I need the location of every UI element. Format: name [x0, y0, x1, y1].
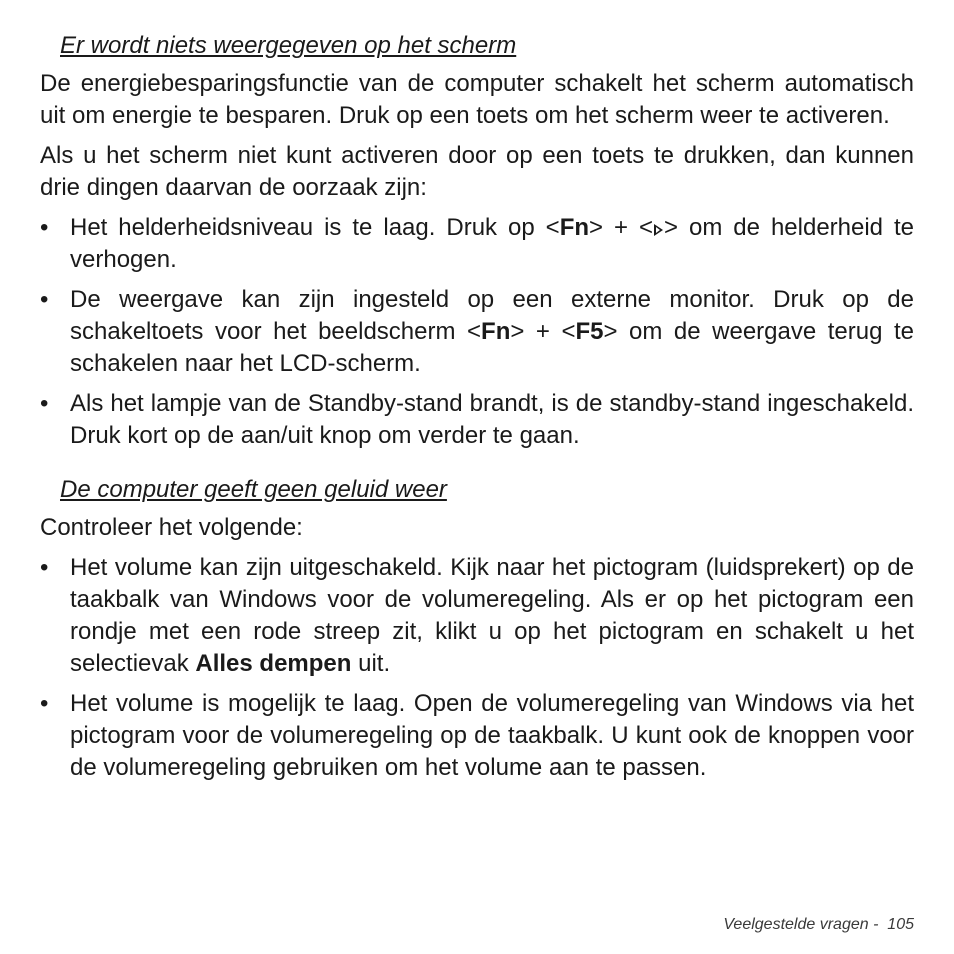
key-label-fn: Fn	[481, 318, 511, 345]
text-run: > + <	[510, 318, 576, 345]
paragraph-energy-saving: De energiebesparingsfunctie van de computer schakelt het scherm automatisch uit om energie te besparen. Druk op een toets om het scherm weer te activeren.	[40, 70, 914, 129]
key-label-f5: F5	[575, 318, 604, 345]
page-number: 105	[887, 916, 914, 933]
bullet-list-sound-causes	[40, 552, 914, 784]
document-page	[40, 30, 914, 792]
bullet-mark: •	[40, 690, 49, 717]
footer-section-title: Veelgestelde vragen -	[723, 916, 879, 933]
text-run: > om de weergave terug te schakelen naar het LCD-scherm.	[70, 318, 915, 377]
bullet-list-display-causes	[40, 212, 914, 452]
text-run: Als het lampje van de Standby-stand brandt, is de standby-stand ingeschakeld. Druk kort op de aan/uit knop om verder te gaan.	[70, 390, 914, 449]
key-label-fn: Fn	[559, 214, 590, 241]
page-footer	[723, 916, 914, 934]
section-gap	[40, 460, 914, 474]
text-run: Het helderheidsniveau is te laag. Druk op <	[70, 214, 560, 241]
bullet-mark: •	[40, 214, 49, 241]
brightness-up-icon	[654, 224, 663, 236]
list-item	[40, 688, 914, 784]
list-item	[40, 212, 914, 276]
option-label-mute-all: Alles dempen	[195, 650, 352, 677]
bullet-mark: •	[40, 390, 49, 417]
bullet-mark: •	[40, 554, 49, 581]
text-run: > + <	[589, 214, 653, 241]
text-run: Het volume is mogelijk te laag. Open de volumeregeling van Windows via het pictogram voor de volumeregeling op de taakbalk. U kunt ook de knoppen voor de volumeregeling gebruiken om het volume aan te passen.	[70, 690, 914, 781]
bullet-mark: •	[40, 286, 49, 313]
text-run: De weergave kan zijn ingesteld op een externe monitor. Druk op de schakeltoets voor het beeldscherm <	[70, 286, 914, 345]
text-run: > om de helderheid te verhogen.	[70, 214, 915, 273]
list-item	[40, 388, 914, 452]
list-item	[40, 284, 914, 380]
list-item	[40, 552, 914, 680]
paragraph-causes-intro: Als u het scherm niet kunt activeren door op een toets te drukken, dan kunnen drie dingen daarvan de oorzaak zijn:	[40, 142, 914, 201]
section-heading-no-sound: De computer geeft geen geluid weer	[60, 476, 447, 503]
section-heading-no-display: Er wordt niets weergegeven op het scherm	[60, 32, 517, 59]
text-run: Het volume kan zijn uitgeschakeld. Kijk naar het pictogram (luidsprekert) op de taakbalk van Windows voor de volumeregeling. Als er op het pictogram een rondje met een rode streep zit, klikt u op het pictogram en schakelt u het selectievak	[70, 554, 914, 677]
text-run: uit.	[351, 650, 391, 677]
paragraph-check-following: Controleer het volgende:	[40, 514, 303, 541]
